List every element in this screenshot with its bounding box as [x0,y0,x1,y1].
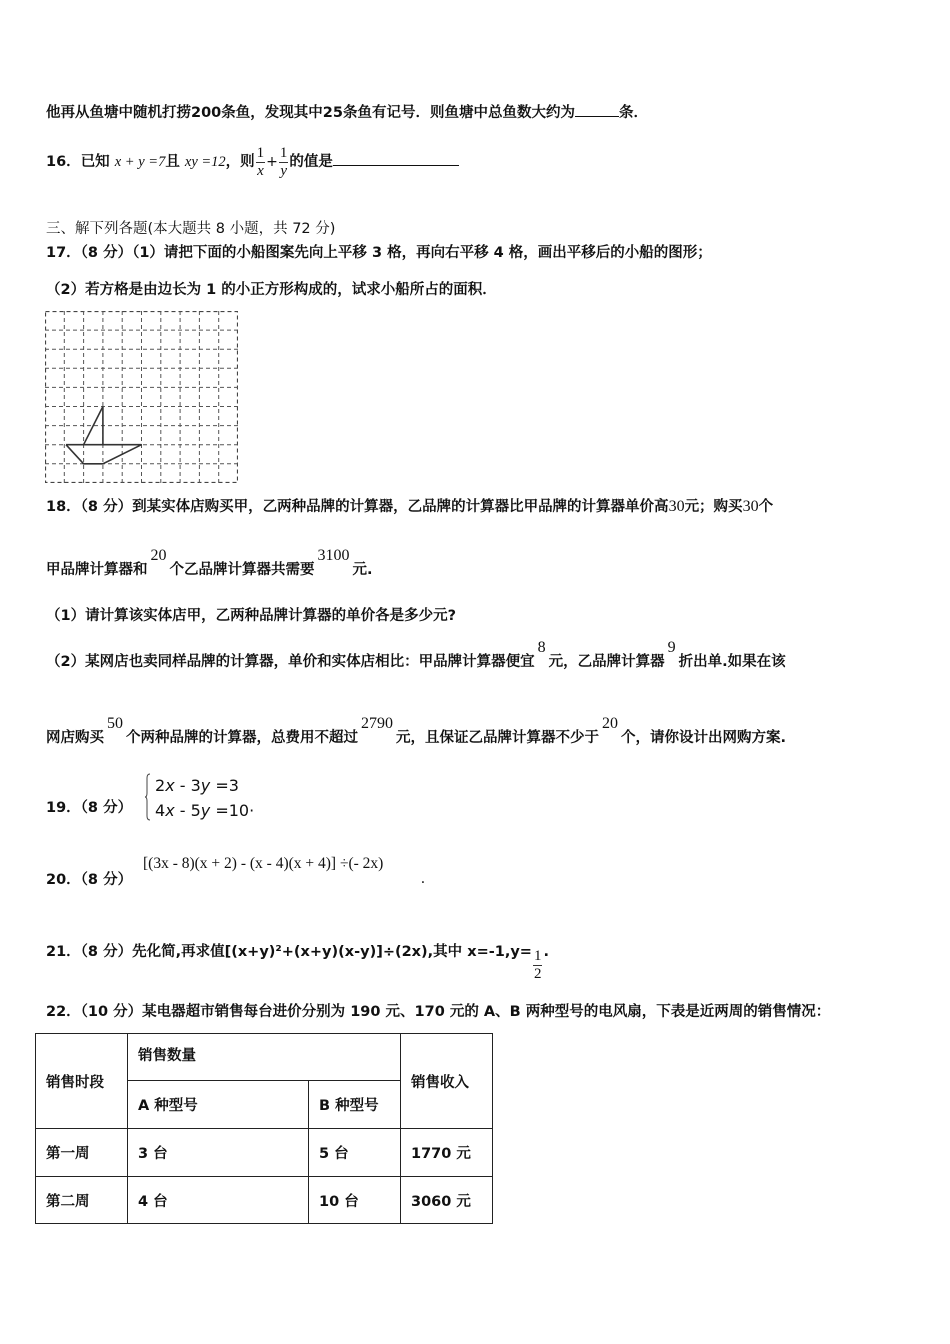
value-20: 20 [150,547,167,564]
q15-text: 条． [618,105,648,121]
q16-text: 的值是 [289,154,333,170]
table-row [36,1177,493,1224]
expression-q20: [(3x - 8)(x + 2) - (x - 4)(x + 4)] ÷(- 2x) [143,855,384,872]
left-brace-icon [145,773,151,821]
numerator: 1 [256,144,265,161]
q16-text: ，则 [225,154,255,170]
var-x: x [165,801,175,820]
coef: - 3 [174,776,201,795]
dot: · [249,801,255,820]
var-y: y [200,776,211,795]
cell-b-qty: 10 台 [309,1177,401,1224]
equation-2 [155,798,254,823]
question-21 [46,942,549,983]
q15-text: 他再从鱼塘中随机打捞 [46,105,191,121]
value-30: 30 [742,498,759,515]
coef: 4 [155,801,166,820]
var-x: x [165,776,175,795]
value-3100: 3100 [317,547,350,564]
fraction-1-over-x [256,145,266,180]
value-30: 30 [668,498,685,515]
q18-text: 个乙品牌计算器共需要 [169,562,315,578]
equation-product: xy =12 [184,154,226,170]
q15-number-25: 25 [322,105,343,121]
value-9: 9 [667,639,676,656]
q16-text: 且 [165,154,180,170]
q18-text: 元，且保证乙品牌计算器不少于 [396,730,599,746]
cell-a-qty: 3 台 [128,1129,309,1177]
q18-text: 元；购买 [684,499,743,515]
question-17-part2: （2）若方格是由边长为 1 的小正方形构成的，试求小船所占的面积． [46,282,497,298]
section-title: 三、解下列各题(本大题共 8 小题，共 72 分) [46,221,336,237]
value-50: 50 [107,715,123,732]
boat-grid-icon [45,311,238,483]
q15-text: 条鱼，发现其中 [221,105,323,121]
question-17-part1: 17．（8 分）（1）请把下面的小船图案先向上平移 3 格，再向右平移 4 格，画出平移后的小船的图形； [46,245,712,261]
table-header-row [36,1034,493,1081]
value-20: 20 [602,715,618,732]
q18-text: 折出单.如果在该 [678,654,786,670]
q18-text: 个，请你设计出网购方案. [621,730,787,746]
equation-system-body [145,773,254,823]
equation-1 [155,773,254,798]
q18-text: 网店购买 [46,730,104,746]
table-row [36,1129,493,1177]
q18-text: 个 [758,499,774,515]
q16-text: 已知 [80,154,110,170]
question-18-sub2 [46,639,786,672]
cell-income: 1770 元 [401,1129,493,1177]
sales-table [35,1033,493,1224]
question-number: 16． [46,154,81,170]
period-dot: . [421,870,425,887]
q18-text: 18．（8 分）到某实体店购买甲，乙两种品牌的计算器，乙品牌的计算器比甲品牌的计算器单价高 [46,499,669,515]
period-dot: . [543,944,549,960]
equation-system [145,773,254,823]
header-quantity: 销售数量 [128,1034,401,1081]
header-period: 销售时段 [36,1034,128,1129]
question-18-line2 [46,547,373,580]
rhs: =10 [210,801,250,820]
cell-income: 3060 元 [401,1177,493,1224]
question-18-line1 [46,497,773,517]
subheader-model-b: B 种型号 [309,1081,401,1129]
cell-a-qty: 4 台 [128,1177,309,1224]
subheader-model-a: A 种型号 [128,1081,309,1129]
q18-text: 元. [352,562,373,578]
q18-text: 个两种品牌的计算器，总费用不超过 [126,730,358,746]
question-16 [46,144,459,180]
header-income: 销售收入 [401,1034,493,1129]
denominator: x [257,162,264,179]
question-22: 22．（10 分）某电器超市销售每台进价分别为 190 元、170 元的 A、B 两种型号的电风扇，下表是近两周的销售情况： [46,1004,831,1020]
q15-number-200: 200 [191,105,222,121]
cell-b-qty: 5 台 [309,1129,401,1177]
question-19-label: 19．（8 分） [46,800,133,816]
plus-sign: + [266,154,278,170]
q18-text: 甲品牌计算器和 [46,562,148,578]
q15-text: 条鱼有记号．则鱼塘中总鱼数大约为 [342,105,575,121]
q18-text: 元，乙品牌计算器 [548,654,665,670]
value-2790: 2790 [361,715,393,732]
denominator: 2 [533,966,542,982]
value-8: 8 [537,639,546,656]
denominator: y [280,162,287,179]
cell-period: 第二周 [36,1177,128,1224]
equation-sum: x + y =7 [114,154,166,170]
var-y: y [200,801,211,820]
q18-text: （2）某网店也卖同样品牌的计算器，单价和实体店相比：甲品牌计算器便宜 [46,654,535,670]
q21-text: 21．（8 分）先化简,再求值[(x+y)²+(x+y)(x-y)]÷(2x),其中 x=-1,y= [46,944,532,960]
question-15-continuation [46,102,648,123]
question-18-line5 [46,715,787,748]
question-18-sub1: （1）请计算该实体店甲，乙两种品牌计算器的单价各是多少元? [46,608,456,624]
answer-blank [575,102,619,117]
fraction-1-over-y [279,145,289,180]
coef: 2 [155,776,166,795]
numerator: 1 [279,144,288,161]
fraction-one-half [533,948,543,983]
rhs: =3 [210,776,239,795]
coef: - 5 [174,801,201,820]
numerator: 1 [533,948,542,964]
question-20-label: 20．（8 分） [46,872,133,888]
answer-blank [333,151,459,166]
cell-period: 第一周 [36,1129,128,1177]
boat-grid-figure [45,311,238,483]
